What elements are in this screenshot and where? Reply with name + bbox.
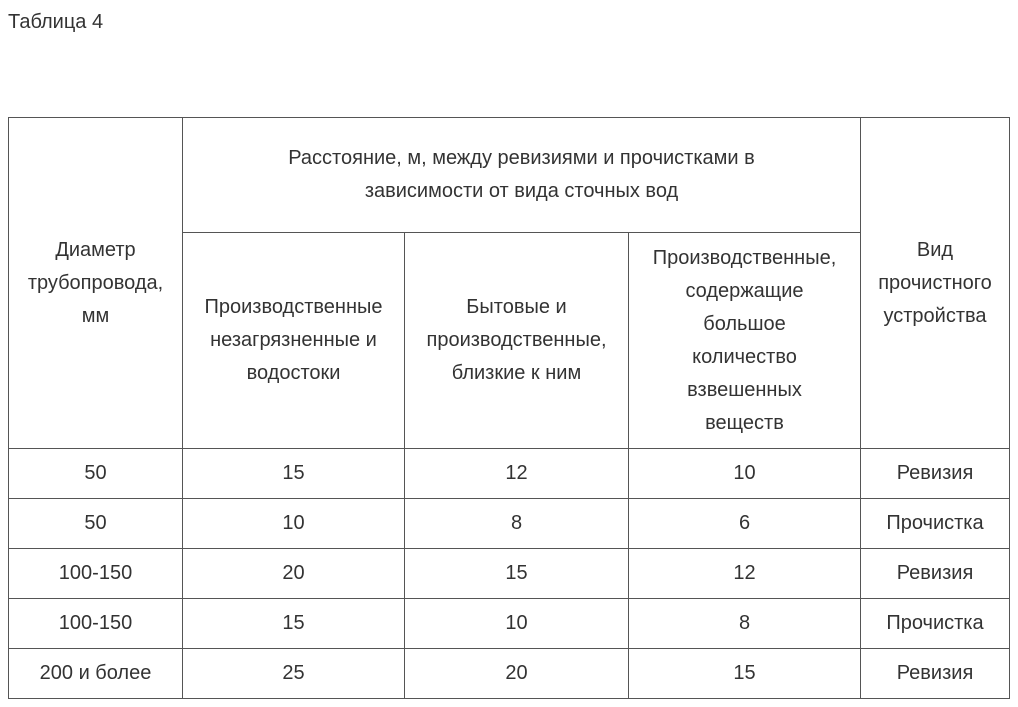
cell-industrial-clean: 15 <box>183 599 405 649</box>
table-row <box>9 549 1010 599</box>
distance-table <box>8 117 1010 699</box>
subheader-line: производственные, <box>426 329 607 351</box>
header-distance <box>183 118 861 233</box>
cell-industrial-suspended: 6 <box>629 499 861 549</box>
cell-diameter: 50 <box>9 499 183 549</box>
header-diameter <box>9 118 183 449</box>
cell-household: 15 <box>405 549 629 599</box>
cell-industrial-clean: 25 <box>183 649 405 699</box>
subheader-line: веществ <box>705 411 784 434</box>
header-distance-line: Расстояние, м, между ревизиями и прочистками в <box>288 147 755 169</box>
table-row <box>9 649 1010 699</box>
cell-diameter: 50 <box>9 449 183 499</box>
cell-industrial-suspended: 15 <box>629 649 861 699</box>
subheader-household <box>405 233 629 449</box>
cell-industrial-suspended: 12 <box>629 549 861 599</box>
table-row <box>9 599 1010 649</box>
subheader-industrial-clean <box>183 233 405 449</box>
table-caption: Таблица 4 <box>8 11 104 33</box>
subheader-line: количество <box>692 345 797 368</box>
cell-industrial-suspended: 8 <box>629 599 861 649</box>
cell-household: 10 <box>405 599 629 649</box>
cell-device: Прочистка <box>861 599 1010 649</box>
table-row <box>9 449 1010 499</box>
subheader-line: водостоки <box>246 362 341 384</box>
subheader-line: взвешенных <box>687 378 802 401</box>
cell-device: Ревизия <box>861 549 1010 599</box>
cell-diameter: 200 и более <box>9 649 183 699</box>
cell-diameter: 100-150 <box>9 599 183 649</box>
header-device-line: устройства <box>883 304 987 327</box>
cell-industrial-clean: 10 <box>183 499 405 549</box>
subheader-line: Производственные <box>204 296 383 318</box>
cell-diameter: 100-150 <box>9 549 183 599</box>
subheader-line: незагрязненные и <box>210 329 377 351</box>
header-row <box>9 118 1010 233</box>
header-device <box>861 118 1010 449</box>
cell-device: Ревизия <box>861 449 1010 499</box>
cell-household: 8 <box>405 499 629 549</box>
header-diameter-line: Диаметр <box>55 238 136 261</box>
cell-device: Ревизия <box>861 649 1010 699</box>
table-row <box>9 499 1010 549</box>
subheader-industrial-suspended <box>629 233 861 449</box>
subheader-line: содержащие <box>685 279 804 302</box>
header-diameter-line: мм <box>81 304 110 327</box>
header-distance-line: зависимости от вида сточных вод <box>364 180 679 202</box>
cell-household: 20 <box>405 649 629 699</box>
header-diameter-line: трубопровода, <box>27 271 164 294</box>
cell-industrial-suspended: 10 <box>629 449 861 499</box>
header-device-line: Вид <box>916 238 954 261</box>
subheader-line: большое <box>703 312 786 335</box>
header-device-line: прочистного <box>878 271 992 294</box>
subheader-line: близкие к ним <box>451 362 582 384</box>
subheader-line: Производственные, <box>652 246 837 269</box>
cell-industrial-clean: 15 <box>183 449 405 499</box>
cell-industrial-clean: 20 <box>183 549 405 599</box>
subheader-line: Бытовые и <box>466 296 567 318</box>
cell-household: 12 <box>405 449 629 499</box>
cell-device: Прочистка <box>861 499 1010 549</box>
